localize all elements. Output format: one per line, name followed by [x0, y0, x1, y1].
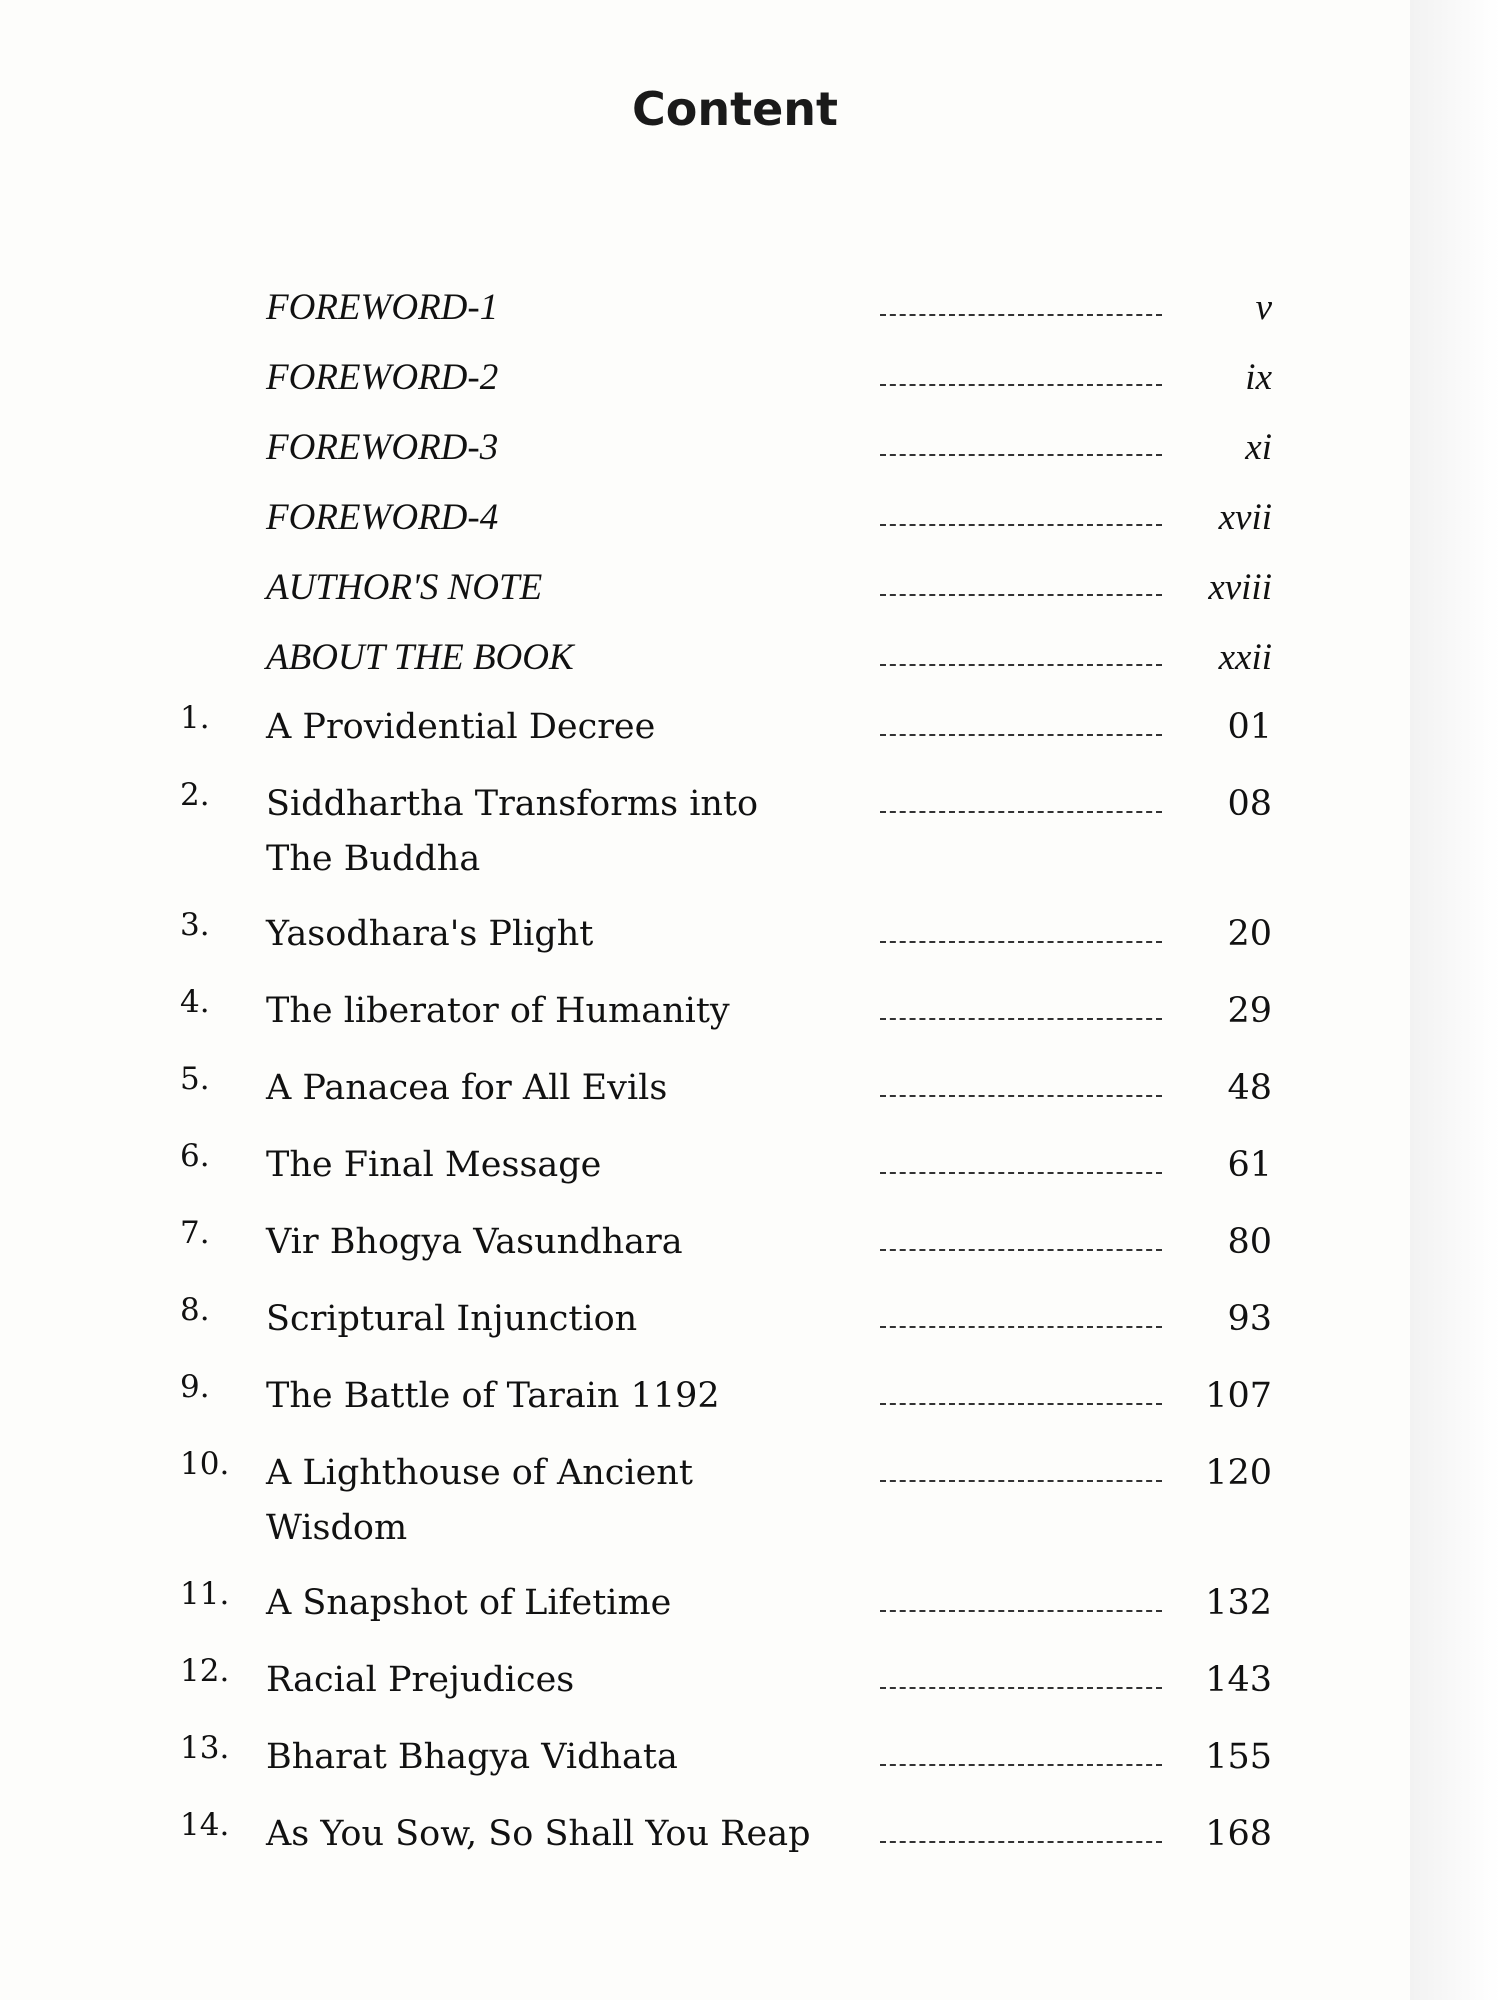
dotted-leader [880, 1610, 1162, 1612]
dotted-leader [880, 1249, 1162, 1251]
chapter-title: Scriptural Injunction [266, 1299, 638, 1339]
chapter-number: 3. [180, 907, 210, 943]
chapter-title: A Snapshot of Lifetime [266, 1583, 672, 1623]
dotted-leader [880, 1403, 1162, 1405]
toc-label: FOREWORD-4 [266, 497, 499, 538]
toc-page-number: 08 [1227, 784, 1272, 824]
toc-page-number: 20 [1227, 914, 1272, 954]
dotted-leader [880, 594, 1162, 596]
chapter-title: As You Sow, So Shall You Reap [266, 1814, 811, 1854]
chapter-number: 12. [180, 1653, 230, 1689]
chapter-title: A Providential Decree [266, 707, 656, 747]
chapter-number: 7. [180, 1215, 210, 1251]
chapter-number: 5. [180, 1061, 210, 1097]
toc-page-number: 143 [1205, 1660, 1272, 1700]
dotted-leader [880, 1764, 1162, 1766]
dotted-leader [880, 524, 1162, 526]
dotted-leader [880, 664, 1162, 666]
toc-label: ABOUT THE BOOK [266, 637, 574, 678]
toc-page-number: 48 [1227, 1068, 1272, 1108]
dotted-leader [880, 1018, 1162, 1020]
toc-page-number: 93 [1227, 1299, 1272, 1339]
toc-page-number: 132 [1205, 1583, 1272, 1623]
chapter-title: Siddhartha Transforms into The Buddha [266, 784, 759, 879]
toc-page-number: xxii [1218, 637, 1272, 678]
toc-label: AUTHOR'S NOTE [266, 567, 543, 608]
chapter-number: 6. [180, 1138, 210, 1174]
toc-page-number: 80 [1227, 1222, 1272, 1262]
toc-label: FOREWORD-2 [266, 357, 499, 398]
toc-page-number: xviii [1208, 567, 1272, 608]
chapter-title: Vir Bhogya Vasundhara [266, 1222, 683, 1262]
chapter-title: Racial Prejudices [266, 1660, 575, 1700]
dotted-leader [880, 1687, 1162, 1689]
toc-row-chapter-14 [0, 1807, 1410, 1927]
toc-page-number: 61 [1227, 1145, 1272, 1185]
toc-page-number: 01 [1227, 707, 1272, 747]
dotted-leader [880, 314, 1162, 316]
toc-row-chapter-2 [0, 777, 1410, 897]
toc-page-number: 155 [1205, 1737, 1272, 1777]
chapter-number: 8. [180, 1292, 210, 1328]
page-edge-shadow [1410, 0, 1500, 2000]
dotted-leader [880, 1095, 1162, 1097]
toc-page-number: ix [1245, 357, 1272, 398]
chapter-title: Bharat Bhagya Vidhata [266, 1737, 678, 1777]
chapter-number: 13. [180, 1730, 230, 1766]
dotted-leader [880, 811, 1162, 813]
page-title: Content [631, 82, 839, 136]
chapter-number: 14. [180, 1807, 230, 1843]
toc-page-number: 120 [1205, 1453, 1272, 1493]
toc-page-number: v [1255, 287, 1272, 328]
dotted-leader [880, 384, 1162, 386]
chapter-number: 2. [180, 777, 210, 813]
chapter-number: 10. [180, 1446, 230, 1482]
toc-page-number: 29 [1227, 991, 1272, 1031]
dotted-leader [880, 941, 1162, 943]
chapter-title: The Battle of Tarain 1192 [266, 1376, 720, 1416]
chapter-title: Yasodhara's Plight [266, 914, 594, 954]
chapter-title: A Lighthouse of Ancient Wisdom [266, 1453, 693, 1548]
chapter-number: 1. [180, 700, 210, 736]
dotted-leader [880, 1841, 1162, 1843]
chapter-number: 9. [180, 1369, 210, 1405]
chapter-title: A Panacea for All Evils [266, 1068, 668, 1108]
toc-page-number: xi [1245, 427, 1272, 468]
toc-row-chapter-10 [0, 1446, 1410, 1566]
toc-page-number: xvii [1218, 497, 1272, 538]
chapter-title: The Final Message [266, 1145, 602, 1185]
toc-page-number: 168 [1205, 1814, 1272, 1854]
toc-label: FOREWORD-3 [266, 427, 499, 468]
toc-label: FOREWORD-1 [266, 287, 499, 328]
chapter-number: 11. [180, 1576, 230, 1612]
dotted-leader [880, 1326, 1162, 1328]
chapter-title: The liberator of Humanity [266, 991, 730, 1031]
toc-page-number: 107 [1205, 1376, 1272, 1416]
dotted-leader [880, 454, 1162, 456]
dotted-leader [880, 1480, 1162, 1482]
dotted-leader [880, 1172, 1162, 1174]
dotted-leader [880, 734, 1162, 736]
chapter-number: 4. [180, 984, 210, 1020]
